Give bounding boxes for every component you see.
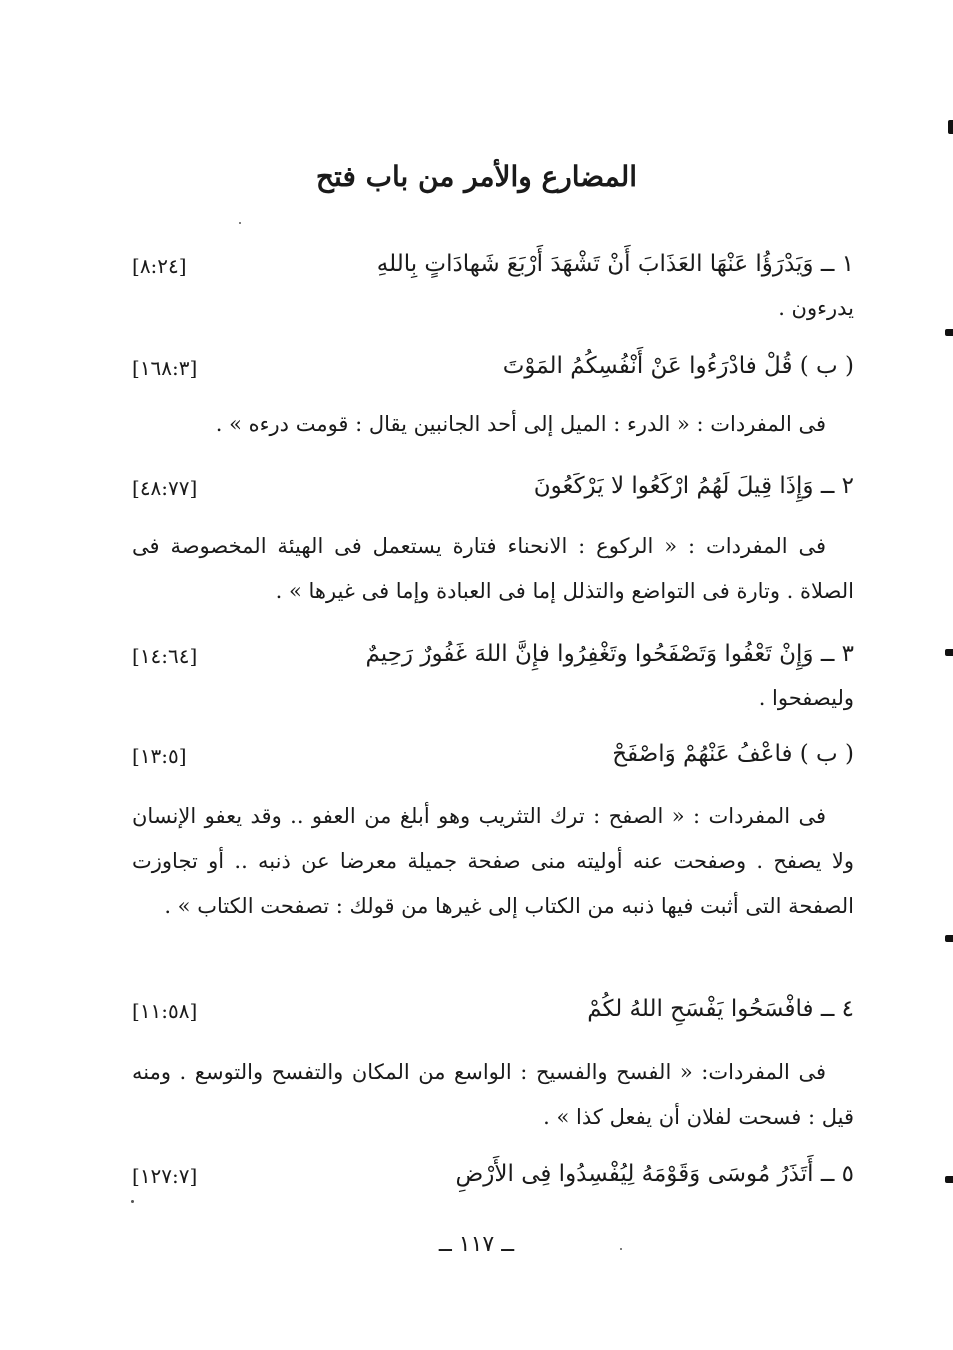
scan-speck: [620, 1248, 622, 1250]
scan-speck: [131, 1200, 134, 1203]
verse-continuation: يدرءون .: [778, 296, 854, 320]
verse-text: ٣ ــ وَإِنْ تَعْفُوا وَتَصْفَحُوا وتَغْفِرُوا فإِنَّ اللهَ غَفُورٌ رَحِيمٌ: [365, 641, 854, 667]
scan-mark: [945, 649, 953, 656]
verse-text: ( ب ) قُلْ فادْرَءُوا عَنْ أَنْفُسِكُمُ المَوْتَ: [502, 353, 854, 379]
verse-line-4: [132, 993, 854, 1027]
verse-text: ( ب ) فاعْفُ عَنْهُمْ وَاصْفَحْ: [612, 741, 854, 767]
verse-line-3b: [132, 738, 854, 772]
scan-mark: [945, 935, 953, 942]
verse-line-5: [132, 1158, 854, 1192]
verse-reference: [١١:٥٨]: [132, 999, 198, 1023]
verse-reference: [١٣:٥]: [132, 744, 187, 768]
lexicon-note: فى المفردات : « الدرء : الميل إلى أحد الجانبين يقال : قومت درءه » .: [215, 412, 826, 436]
verse-line-2: [132, 470, 854, 504]
verse-line-1b: [132, 350, 854, 384]
verse-line-3: [132, 638, 854, 672]
lexicon-note: فى المفردات : « الركوع : الانحناء فتارة يستعمل فى الهيئة المخصوصة فى الصلاة . وتارة فى التواضع والتذلل إما فى العبادة وإما فى غيرها » .: [132, 534, 854, 603]
verse-reference: [٤٨:٧٧]: [132, 476, 198, 500]
verse-line-1: [132, 248, 854, 282]
page-title: المضارع والأمر من باب فتح: [315, 160, 638, 193]
scan-mark: [945, 1176, 953, 1183]
verse-text: ١ ــ وَيَدْرَؤُا عَنْهَا العَذَابَ أَنْ تَشْهَدَ أَرْبَعَ شَهادَاتٍ بِاللهِ: [376, 251, 854, 277]
verse-reference: [١٦٨:٣]: [132, 356, 198, 380]
verse-text: ٥ ــ أَتَذَرُ مُوسَى وَقَوْمَهُ لِيُفْسِدُوا فِى الأَرْضِ: [455, 1161, 854, 1187]
verse-reference: [١٤:٦٤]: [132, 644, 198, 668]
lexicon-note: فى المفردات : « الصفح : ترك التثريب وهو أبلغ من العفو .. وقد يعفو الإنسان ولا يصفح . وصفحت عنه أوليته منى صفحة جميلة معرضا عن ذنبه .. أو تجاوزت الصفحة التى أثبت فيها ذنبه من الكتاب إلى غيرها من قولك : تصفحت الكتاب » .: [132, 804, 854, 918]
page-number: ــ ١١٧ ــ: [438, 1232, 515, 1257]
verse-text: ٤ ــ فافْسَحُوا يَفْسَحِ اللهُ لكُمْ: [587, 996, 854, 1022]
scan-mark: [948, 120, 953, 134]
scan-mark: [945, 329, 953, 336]
verse-text: ٢ ــ وَإِذَا قِيلَ لَهُمُ ارْكَعُوا لا يَرْكَعُونَ: [533, 473, 854, 499]
verse-continuation: وليصفحوا .: [758, 686, 854, 710]
verse-reference: [٨:٢٤]: [132, 254, 187, 278]
lexicon-note: فى المفردات: « الفسح والفسيح : الواسع من المكان والتفسح والتوسع . ومنه قيل : فسحت لفلان أن يفعل كذا » .: [132, 1060, 854, 1129]
scan-speck: [239, 222, 241, 224]
verse-reference: [١٢٧:٧]: [132, 1164, 198, 1188]
